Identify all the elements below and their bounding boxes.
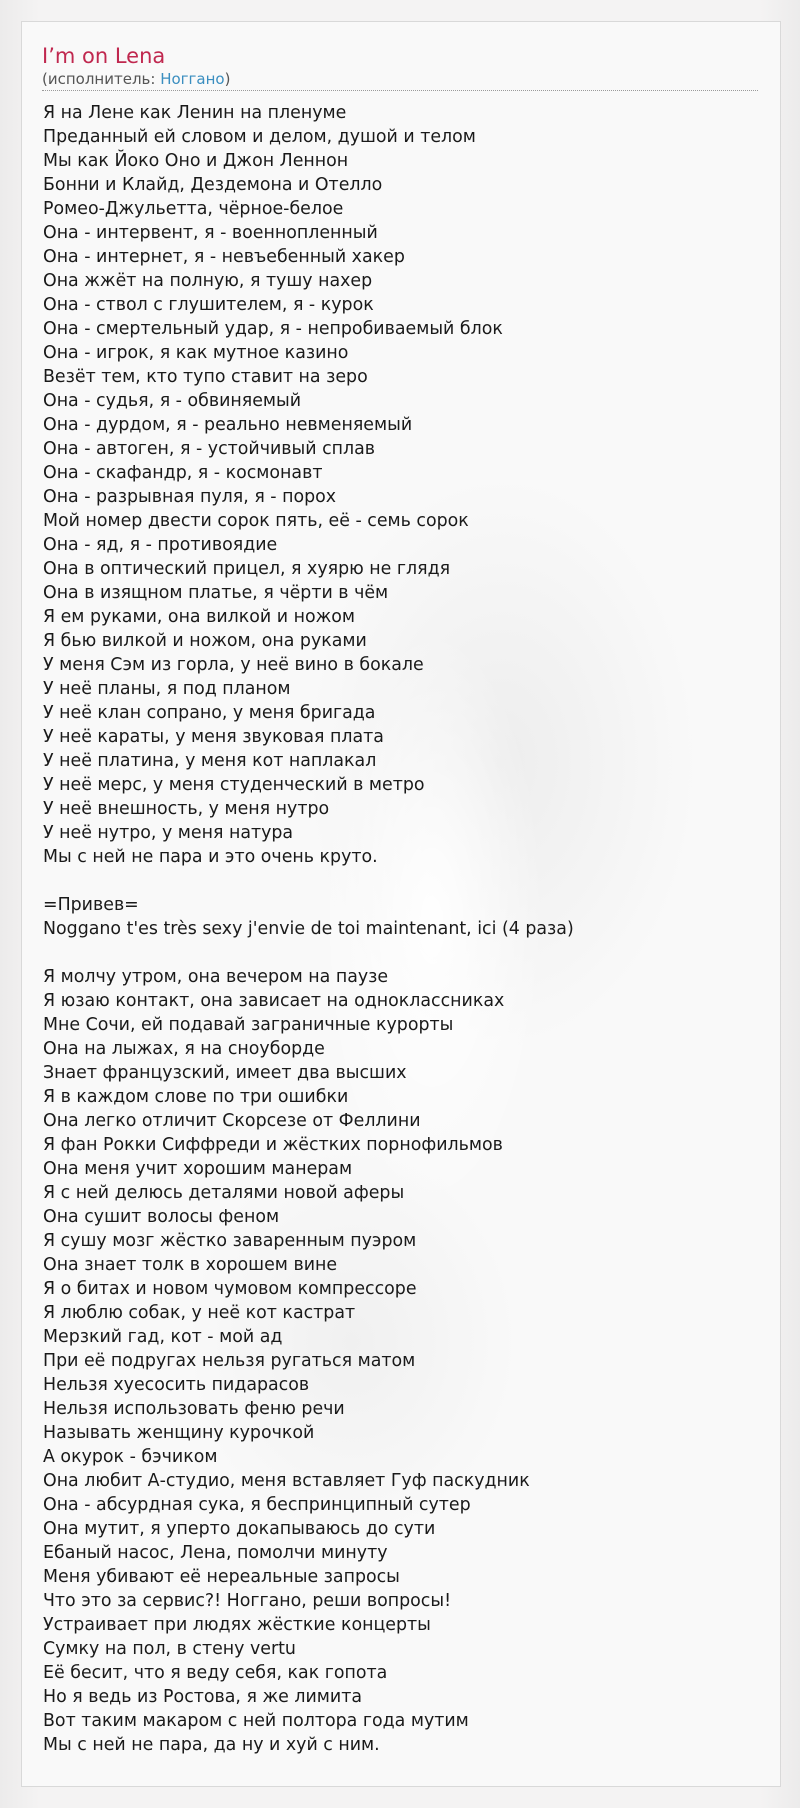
lyric-line: Она - дурдом, я - реально невменяемый <box>43 415 413 435</box>
lyric-line: Её бесит, что я веду себя, как гопота <box>43 1663 388 1683</box>
lyric-line: Она - ствол с глушителем, я - курок <box>43 295 374 315</box>
lyric-line: Она меня учит хорошим манерам <box>43 1159 353 1179</box>
lyric-line: Мы как Йоко Оно и Джон Леннон <box>43 151 349 171</box>
lyric-line: Я о битах и новом чумовом компрессоре <box>43 1279 417 1299</box>
lyric-line: Она - судья, я - обвиняемый <box>43 391 302 411</box>
lyric-line: Бонни и Клайд, Дездемона и Отелло <box>43 175 383 195</box>
lyric-line: Она - игрок, я как мутное казино <box>43 343 349 363</box>
performer-prefix: (исполнитель: <box>42 70 161 88</box>
blank-line <box>43 869 759 893</box>
performer-link[interactable]: Ноггано <box>160 70 225 88</box>
lyric-line: Она на лыжах, я на сноуборде <box>43 1039 325 1059</box>
lyric-line: Она - разрывная пуля, я - порох <box>43 487 337 507</box>
lyric-line: Мерзкий гад, кот - мой ад <box>43 1327 283 1347</box>
lyric-line: Я молчу утром, она вечером на паузе <box>43 967 389 987</box>
lyric-line: Я фан Рокки Сиффреди и жёстких порнофильмов <box>43 1135 503 1155</box>
lyrics-card <box>21 21 781 1787</box>
lyric-line: Везёт тем, кто тупо ставит на зеро <box>43 367 368 387</box>
lyric-line: Меня убивают её нереальные запросы <box>43 1567 400 1587</box>
lyric-line: Вот таким макаром с ней полтора года мутим <box>43 1711 469 1731</box>
lyric-line: У неё внешность, у меня нутро <box>43 799 330 819</box>
lyric-line: У неё платина, у меня кот наплакал <box>43 751 377 771</box>
lyric-line: У неё караты, у меня звуковая плата <box>43 727 384 747</box>
lyric-line: Я юзаю контакт, она зависает на одноклассниках <box>43 991 505 1011</box>
lyric-line: Но я ведь из Ростова, я же лимита <box>43 1687 362 1707</box>
lyric-line: У неё клан сопрано, у меня бригада <box>43 703 376 723</box>
song-header <box>42 42 758 91</box>
lyric-line: Она - абсурдная сука, я беспринципный сутер <box>43 1495 471 1515</box>
performer-suffix: ) <box>224 70 231 88</box>
lyric-line: Она любит А-студио, меня вставляет Гуф паскудник <box>43 1471 530 1491</box>
lyric-line: Она - интернет, я - невъебенный хакер <box>43 247 405 267</box>
lyric-line: Нельзя использовать феню речи <box>43 1399 345 1419</box>
lyric-line: Она - смертельный удар, я - непробиваемый блок <box>43 319 503 339</box>
lyric-line: У меня Сэм из горла, у неё вино в бокале <box>43 655 424 675</box>
lyric-line: Устраивает при людях жёсткие концерты <box>43 1615 431 1635</box>
lyric-line: Она в изящном платье, я чёрти в чём <box>43 583 389 603</box>
lyric-line: Она легко отличит Скорсезе от Феллини <box>43 1111 421 1131</box>
lyric-line: Она знает толк в хорошем вине <box>43 1255 338 1275</box>
lyric-line: А окурок - бэчиком <box>43 1447 218 1467</box>
blank-line <box>43 941 759 965</box>
lyric-line: Что это за сервис?! Ноггано, реши вопросы! <box>43 1591 452 1611</box>
lyric-line: Ромео-Джульетта, чёрное-белое <box>43 199 344 219</box>
lyric-line: У неё нутро, у меня натура <box>43 823 294 843</box>
lyrics-text <box>43 101 759 1757</box>
lyric-line: Нельзя хуесосить пидарасов <box>43 1375 310 1395</box>
lyric-line: Она - скафандр, я - космонавт <box>43 463 323 483</box>
lyric-line: Она - яд, я - противоядие <box>43 535 278 555</box>
lyric-line: Я ем руками, она вилкой и ножом <box>43 607 356 627</box>
lyric-line: Она - автоген, я - устойчивый сплав <box>43 439 376 459</box>
lyric-line: Называть женщину курочкой <box>43 1423 315 1443</box>
lyric-line: =Привев= <box>43 895 139 915</box>
lyric-line: Она в оптический прицел, я хуярю не глядя <box>43 559 451 579</box>
lyric-line: Ебаный насос, Лена, помолчи минуту <box>43 1543 388 1563</box>
lyric-line: У неё планы, я под планом <box>43 679 291 699</box>
lyric-line: При её подругах нельзя ругаться матом <box>43 1351 416 1371</box>
lyric-line: Преданный ей словом и делом, душой и телом <box>43 127 476 147</box>
performer-line <box>42 69 230 89</box>
song-title: I’m on Lena <box>42 44 166 68</box>
lyric-line: Мне Сочи, ей подавай заграничные курорты <box>43 1015 454 1035</box>
lyric-line: Я сушу мозг жёстко заваренным пуэром <box>43 1231 417 1251</box>
lyric-line: Я бью вилкой и ножом, она руками <box>43 631 367 651</box>
lyric-line: Я люблю собак, у неё кот кастрат <box>43 1303 356 1323</box>
lyric-line: Мой номер двести сорок пять, её - семь сорок <box>43 511 469 531</box>
lyric-line: Мы с ней не пара, да ну и хуй с ним. <box>43 1735 380 1755</box>
lyric-line: Она жжёт на полную, я тушу нахер <box>43 271 373 291</box>
lyric-line: Noggano t'es très sexy j'envie de toi maintenant, ici (4 раза) <box>43 919 574 939</box>
lyric-line: Она мутит, я уперто докапываюсь до сути <box>43 1519 436 1539</box>
lyric-line: Знает французский, имеет два высших <box>43 1063 407 1083</box>
lyric-line: Она - интервент, я - военнопленный <box>43 223 378 243</box>
lyric-line: Она сушит волосы феном <box>43 1207 280 1227</box>
lyric-line: Я с ней делюсь деталями новой аферы <box>43 1183 405 1203</box>
lyric-line: У неё мерс, у меня студенческий в метро <box>43 775 425 795</box>
lyric-line: Мы с ней не пара и это очень круто. <box>43 847 378 867</box>
lyric-line: Я в каждом слове по три ошибки <box>43 1087 349 1107</box>
lyric-line: Сумку на пол, в стену vertu <box>43 1639 296 1659</box>
lyric-line: Я на Лене как Ленин на пленуме <box>43 103 347 123</box>
